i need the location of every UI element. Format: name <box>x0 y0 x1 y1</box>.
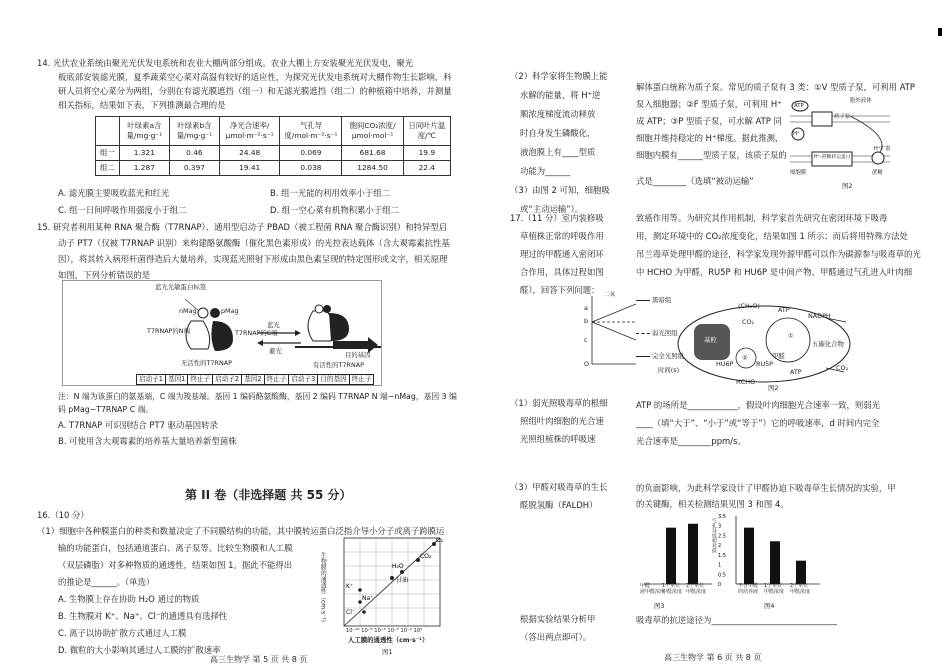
label-hu6p: HU6P <box>716 360 734 368</box>
q16-option-c[interactable]: C. 离子以协助扩散方式通过人工膜 <box>58 628 187 638</box>
point-cl <box>362 610 366 614</box>
q17-conclusion-right: 吸毒草的抗逆途径为______________________________ <box>636 615 837 625</box>
q14-table <box>95 116 451 176</box>
table-cell: 0.038 <box>280 161 342 176</box>
legend-weak: 弱光照组 <box>636 329 678 338</box>
fig4-tick-label: 0.5 <box>718 572 726 579</box>
q16-figure-1 <box>319 532 452 650</box>
gene-segment: 启动子1 <box>137 375 166 384</box>
fig3-cat-0: 甲醛 液甲醛浓度 <box>640 583 666 595</box>
table-cell: 22.4 <box>403 161 450 176</box>
label-transporter: H⁺-蔗糖转运蛋白 <box>814 155 851 160</box>
table-cell: 1284.50 <box>342 161 403 176</box>
fig3-bar-1 <box>666 528 676 584</box>
q16-cont-left-4: 时自身发生磷酸化， <box>520 128 596 138</box>
table-header-cell: 叶绿素b含量/mg·g⁻¹ <box>169 117 219 146</box>
q16-line-2: 输的功能蛋白，包括通道蛋白、离子泵等。比较生物膜和人工膜 <box>58 543 293 553</box>
gene-segment: 终止子 <box>265 375 290 384</box>
label-membrane: 细胞膜 <box>790 170 807 176</box>
label-grana: 基粒 <box>704 336 717 344</box>
q15-figure <box>62 280 382 386</box>
q15-option-a[interactable]: A. T7RNAP 可识别结合 PT7 驱动基因转录 <box>58 420 218 430</box>
label-co2: CO₂ <box>420 553 432 560</box>
table-row <box>96 161 451 176</box>
q16-cont-left-6: 功能为______ <box>520 166 571 176</box>
label-hplus: H⁺ <box>793 131 800 137</box>
active-c-shape <box>329 313 349 341</box>
q16-option-b[interactable]: B. 生物膜对 K⁺、Na⁺、Cl⁻的通透具有选择性 <box>58 611 228 621</box>
arrow-head <box>257 340 263 346</box>
q15-line-3: 因），将其转入病形杆菌得造后大量培养，实现蓝光照射下形成由黑色素呈现的特定图形或文字，相关原理 <box>58 254 448 264</box>
label-c5: 五碳化合物 <box>812 340 844 348</box>
figure-4 <box>712 512 820 612</box>
fig4-bar-chart <box>712 512 820 592</box>
q16-cont-left-2: 水解的能量，将 H⁺逆 <box>520 90 601 100</box>
legend-dark: 黑暗组 <box>636 296 671 305</box>
fig4-cat-0: 不含甲醛 的培养液 <box>738 583 759 595</box>
q17-1-right-3: 光合速率是________ppm/s。 <box>636 436 746 446</box>
q17-right-3: 吊兰毒草处理甲醛的途径，科学家发现外源甲醛可以作为碳源参与吸毒草的光 <box>636 249 921 259</box>
q16-cont-right-1: 解体蛋白统称为质子泵。常见的质子泵有 3 类：①V 型质子泵，可利用 ATP <box>636 82 915 92</box>
q14-option-a[interactable]: A. 滤光膜主要吸收蓝光和红光 <box>58 188 170 198</box>
point-k <box>358 588 362 592</box>
q14-line-1: 14. 光伏农业系统由聚光光伏发电系统和农业大棚两部分组成。农业大棚上方安装聚光光伏发电，聚光 <box>37 58 414 68</box>
series-full <box>592 322 636 340</box>
q17-left-4: 合作用，具体过程如图 <box>520 267 604 277</box>
q16-cont-left-8: 或“主动运输”）。 <box>520 204 584 214</box>
q17-1-right-2: ____（填“大于”、“小于”或“等于”）它的呼吸速率，d 时间内完全 <box>636 418 880 428</box>
q16-option-d[interactable]: D. 微粒的大小影响其通过人工膜的扩散速率 <box>58 645 221 655</box>
table-cell: 0.397 <box>169 161 219 176</box>
label-formaldehyde: 甲醛 <box>772 352 785 360</box>
y-label-fragment: 二氧 <box>604 292 616 298</box>
q16-cont-right-4: 细胞并维持稳定的 H⁺梯度。据此推测， <box>636 133 784 143</box>
q16-line-4: 的推论是______。（单选） <box>58 577 155 587</box>
figure-2-caption: 图2 <box>842 182 853 190</box>
q16-head: 16.（10 分） <box>37 510 89 520</box>
q17-left-5: 醛），回答下列问题： <box>520 285 600 295</box>
point-h2o <box>400 570 404 574</box>
q16-line-1: （1）细胞中各种膜蛋白的种类和数量决定了不同膜结构的功能，其中膜转运蛋白泛指介导小分子或离子跨膜运 <box>37 526 445 536</box>
q17-1-left-2: 照组叶肉细胞的光合速 <box>520 416 604 426</box>
label-ru5p: RU5P <box>756 360 774 368</box>
fig3-caption: 图3 <box>654 602 665 610</box>
q14-option-b[interactable]: B. 组一光能的利用效率小于组二 <box>270 188 390 198</box>
label-dark: 避光 <box>269 347 282 355</box>
q14-option-d[interactable]: D. 组一空心菜有机物积累小于组二 <box>270 205 400 215</box>
table-cell: 1.287 <box>119 161 169 176</box>
q16-cont-right-2: 泵入细胞器；②F 型质子泵，可利用 H⁺ <box>636 99 782 109</box>
label-c-end: T7RNAP的C端 <box>235 329 278 337</box>
q15-note-2: 码 pMag−T7RNAP C 端。 <box>58 405 154 414</box>
gene-segment: 基因1 <box>166 375 188 384</box>
label-glycerol: 甘油 <box>396 577 409 584</box>
hplus-circle <box>872 152 884 164</box>
q17-left-1: 17.（11 分）室内装修吸 <box>510 213 604 223</box>
label-ch2o: (CH₂O) <box>738 302 760 310</box>
q17-left-2: 草植株正常的呼吸作用 <box>520 231 604 241</box>
label-pmag: pMag <box>221 307 239 315</box>
page-edge-mark <box>938 28 942 36</box>
active-nmag <box>315 305 323 313</box>
label-diffusion: H⁺扩散 <box>874 146 891 152</box>
nmag-shape <box>198 308 208 318</box>
fig4-bar-1 <box>770 541 780 584</box>
label-co2-out: CO₂ <box>836 364 849 372</box>
series-dark <box>592 304 636 322</box>
gene-segment: 终止子 <box>188 375 213 384</box>
gene-segment: 终止子 <box>351 375 372 383</box>
table-cell: 19.41 <box>219 161 279 176</box>
fig2-caption: 图2 <box>768 384 779 392</box>
q17-conclusion-left-2: （答出两点即可）。 <box>520 632 592 642</box>
table-cell: 19.9 <box>403 146 450 161</box>
q17-1-right-1: ATP 的场所是____________，假设叶肉细胞光合速率一致，则弱光 <box>636 400 881 410</box>
q15-line-1: 15. 研究者利用某种 RNA 聚合酶（T7RNAP）、通用型启动子 PBAD（被工程菌 RNA 聚合酶识别）和特异型启 <box>37 222 448 232</box>
label-nmag: nMag <box>179 307 197 315</box>
label-atp-1: ATP <box>778 306 790 314</box>
label-h2o: H₂O <box>392 563 404 570</box>
q17-conclusion-left-1: 根据实验结果分析甲 <box>520 614 596 624</box>
mark-c: c <box>584 336 588 344</box>
table-cell: 组一 <box>96 146 120 161</box>
active-pmag <box>323 305 331 313</box>
table-header-row <box>96 117 451 146</box>
fig4-tick-label: 2 <box>718 543 722 550</box>
fig3-cat-1: 1个单位 甲醛浓度 <box>662 583 683 595</box>
table-header-cell: 日间叶片温度/℃ <box>403 117 450 146</box>
fig3-cat-2: 2个单位 甲醛浓度 <box>686 583 707 595</box>
fig3-bar-2 <box>688 524 698 584</box>
fig4-y-label: 气孔导度相对值 <box>710 518 717 553</box>
point-glycerol <box>390 576 394 580</box>
fig4-tick-label: 0 <box>718 582 722 588</box>
q16-cont-left-5: 液泡膜上有____型质 <box>520 147 596 157</box>
fig4-tick-label: 3.5 <box>718 514 726 520</box>
q15-line-2: 动子 PT7（仅被 T7RNAP 识别）来构建酪氨酸酶（催化黑色素形成）的光控表达载体（含大观霉素抗性基 <box>58 238 450 248</box>
fig4-bar-0 <box>744 528 754 584</box>
table-cell: 681.68 <box>342 146 403 161</box>
arrow-head <box>295 330 301 336</box>
legend-full: 完全光照组 <box>636 352 684 361</box>
q17-right-2: 用，测定环境中的 CO₂浓度变化，结果如图 1 所示；而后将用特殊方法处 <box>636 231 908 241</box>
label-atp: ATP <box>794 103 804 109</box>
fig4-tick-label: 2.5 <box>718 533 726 540</box>
right-footer: 高三生物学 第 6 页 共 8 页 <box>664 653 762 662</box>
q16-line-3: （双层磷脂）对多种物质的通透性，结果如图 1。据此不能得出 <box>58 560 293 570</box>
table-cell: 0.069 <box>280 146 342 161</box>
q14-line-2: 板底部安装滤光膜，夏季蔬菜空心菜对高温有较好的适应性，为探究光伏发电系统对大棚作物生长影响，科 <box>58 72 452 82</box>
chart-x-label: 人工膜的通透性（cm·s⁻¹） <box>348 636 429 644</box>
fig4-cat-2: 2个单位 甲醛浓度 <box>790 583 811 595</box>
table-header-cell <box>96 117 120 146</box>
label-co2-in: CO₂ <box>742 318 755 326</box>
mark-a: a <box>584 304 588 312</box>
label-protein-tag: 蓝光光敏蛋白标签 <box>155 283 207 291</box>
label-pump: 质子泵 <box>834 114 851 120</box>
table-row <box>96 146 451 161</box>
q17-3-right-1: 的负面影响，为此科学家设计了甲醛协迫下吸毒草生长情况的实验，甲 <box>636 483 896 493</box>
q17-left-3: 理过的甲醛通入密闭环 <box>520 249 604 259</box>
chart-tick-labels: 10⁻¹⁰ 10⁻⁸ 10⁻⁶ 10⁻⁴ 10⁻² 10² <box>346 628 423 634</box>
q17-1-left-1: （1）弱光照吸毒草的根细 <box>510 398 608 408</box>
table-cell: 24.48 <box>219 146 279 161</box>
gene-segment: 基因2 <box>242 375 264 384</box>
q16-cont-left-7: （3）由图 2 可知，细胞吸 <box>510 185 610 195</box>
gene-segment: 启动子3 <box>289 375 318 384</box>
q17-3-right-2: 的关键酶，相关检测结果见图 3 和图 4。 <box>636 499 789 509</box>
q16-cont-left-1: （2）科学家将生物膜上能 <box>510 71 608 81</box>
fig4-cat-1: 1个单位 甲醛浓度 <box>764 583 785 595</box>
co2-chart-fragment <box>578 292 636 372</box>
table-header-cell: 净光合速率/μmol·m⁻²·s⁻¹ <box>219 117 279 146</box>
fig4-tick-label: 1.5 <box>718 552 726 559</box>
q14-line-3: 研人员将空心菜分为两组，分别在有滤光膜遮挡（组一）和无滤光膜遮挡（组二）的种植箱中培养，并测量 <box>58 86 452 96</box>
label-inactive: 无活性的T7RNAP <box>181 359 232 367</box>
q15-option-b[interactable]: B. 可使用含大观霉素的培养基大量培养新型菌株 <box>58 436 237 446</box>
mark-origin: O <box>584 360 590 368</box>
q16-cont-right-3: 成 ATP；③P 型质子泵，可水解 ATP 同 <box>636 116 782 126</box>
pump-shape <box>812 112 832 126</box>
q16-cont-right-6: 式是________（选填“被动运输” <box>636 176 754 186</box>
label-k: K⁺ <box>346 583 354 590</box>
table-header-cell: 叶绿素a含量/mg·g⁻¹ <box>119 117 169 146</box>
fig4-bar-2 <box>796 561 806 584</box>
figure-1-caption: 图1 <box>382 648 393 656</box>
table-header-cell: 胞间CO₂浓度/μmol·mol⁻¹ <box>342 117 403 146</box>
label-step-1: ① <box>788 332 794 340</box>
fig4-caption: 图4 <box>764 602 775 610</box>
t7rnap-c-shape <box>211 321 233 351</box>
q16-option-a[interactable]: A. 生物膜上存在协助 H₂O 通过的物质 <box>58 594 200 604</box>
q16-cont-right-5: 细胞内膜有______型质子泵，该质子泵的 <box>636 150 787 160</box>
q15-line-4: 如图，下列分析错误的是 <box>58 270 151 280</box>
proton-pump-figure <box>790 96 902 192</box>
fig4-tick-label: 1 <box>718 562 722 569</box>
table-cell: 1.321 <box>119 146 169 161</box>
label-sucrose: 蔗糖 <box>872 170 883 176</box>
label-cl: Cl⁻ <box>346 609 356 616</box>
label-na: Na⁺ <box>362 595 374 602</box>
label-n-end: T7RNAP的N端 <box>147 327 190 335</box>
q16-cont-left-3: 顺浓度梯度流动释放 <box>520 109 596 119</box>
proton-pump-diagram <box>790 96 902 192</box>
q14-line-4: 相关指标，结果如下表，下列推测最合理的是 <box>58 100 226 110</box>
q17-right-4: 中 HCHO 为甲醛，RU5P 和 HU6P 是中间产物，甲醛通过气孔进入叶肉细 <box>636 267 913 277</box>
section-title: 第 II 卷（非选择题 共 55 分） <box>185 488 352 502</box>
pmag-shape <box>210 308 220 318</box>
q17-3-left-2: 醛脱氢酶（FALDH） <box>520 500 598 510</box>
table-header-cell: 气孔导度/mol·m⁻²·s⁻¹ <box>280 117 342 146</box>
q15-note-1: 注：N 端为该蛋白的氨基端，C 端为羧基端。基因 1 编码酪氨酸酶，基因 2 编码 T7RNAP N 端−nMag，基因 3 编 <box>58 392 457 401</box>
label-hcho: HCHO <box>736 378 756 386</box>
gene-construct-row <box>136 374 374 385</box>
x-label-time: 时间(s) <box>658 366 680 374</box>
table-cell: 0.46 <box>169 146 219 161</box>
q17-1-left-3: 光照组植株的呼吸速 <box>520 434 596 444</box>
label-o2: O₂ <box>436 537 444 544</box>
q14-option-c[interactable]: C. 组一日间呼吸作用强度小于组二 <box>58 205 187 215</box>
mark-b: b <box>584 317 589 325</box>
fig4-tick-label: 3 <box>718 523 722 530</box>
label-extracellular: 胞外液体 <box>850 98 872 104</box>
q17-3-left-1: （3）甲醛对吸毒草的生长 <box>510 482 608 492</box>
label-target-gene: 目的基因 <box>345 351 371 359</box>
label-blue-light: 蓝光 <box>267 321 280 329</box>
fig3-bar-chart <box>640 512 712 592</box>
left-footer: 高三生物学 第 5 页 共 8 页 <box>210 655 308 664</box>
label-step-2: ② <box>742 354 748 362</box>
chart-y-label: 生物膜的通透性（cm·s⁻¹） <box>319 552 327 626</box>
label-atp-2: ATP <box>790 368 802 376</box>
chloroplast-diagram <box>676 298 902 394</box>
q17-right-1: 致癌作用等。为研究其作用机制，科学家首先研究在密闭环境下吸毒 <box>636 213 888 223</box>
table-cell: 组二 <box>96 161 120 176</box>
figure-3 <box>640 512 712 612</box>
label-active: 有活性的T7RNAP <box>313 361 364 369</box>
gene-segment: 目的基因 <box>318 375 349 384</box>
gene-segment: 启动子2 <box>213 375 242 384</box>
label-nadph: NADPH <box>808 312 831 320</box>
